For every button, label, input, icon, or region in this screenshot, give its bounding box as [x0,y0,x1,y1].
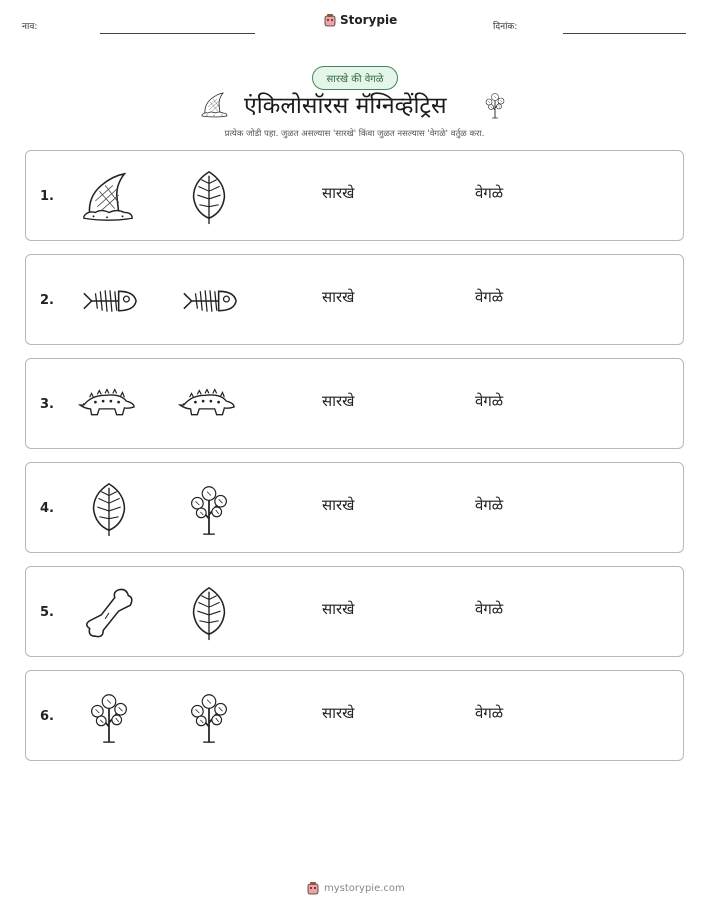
question-card [25,670,684,761]
question-number: 4. [40,501,54,516]
question-card [25,358,684,449]
tree-icon [180,688,238,746]
different-option[interactable]: वेगळे [475,600,504,618]
instructions: प्रत्येक जोडी पहा. जुळत असल्यास 'सारखे' किंवा जुळत नसल्यास 'वेगळे' वर्तुळ करा. [224,129,485,139]
different-option[interactable]: वेगळे [475,184,504,202]
leaf-icon [180,584,238,642]
question-number: 1. [40,189,54,204]
fish-skeleton-icon [180,272,238,330]
same-option[interactable]: सारखे [322,184,355,202]
question-number: 6. [40,709,54,724]
question-number: 2. [40,293,54,308]
leaf-icon [80,480,138,538]
same-option[interactable]: सारखे [322,392,355,410]
ankylosaurus-icon [178,376,236,434]
leaf-icon [180,168,238,226]
name-line[interactable] [100,33,255,34]
brand-logo [324,13,397,27]
same-option[interactable]: सारखे [322,704,355,722]
question-card [25,254,684,345]
storypie-logo-icon [324,13,336,27]
fish-skeleton-icon [80,272,138,330]
different-option[interactable]: वेगळे [475,496,504,514]
different-option[interactable]: वेगळे [475,288,504,306]
footer [307,881,405,895]
question-card [25,150,684,241]
brand-name: Storypie [340,13,398,27]
same-option[interactable]: सारखे [322,600,355,618]
date-line[interactable] [563,33,686,34]
date-label: दिनांक: [493,22,518,32]
storypie-logo-icon [307,881,319,895]
name-label: नाव: [22,22,38,32]
tooth-icon [200,90,230,120]
question-card [25,566,684,657]
question-number: 5. [40,605,54,620]
different-option[interactable]: वेगळे [475,392,504,410]
tree-icon [80,688,138,746]
same-option[interactable]: सारखे [322,288,355,306]
tree-icon [180,480,238,538]
tree-icon [480,90,510,120]
ankylosaurus-icon [78,376,136,434]
footer-site[interactable]: mystorypie.com [324,882,405,894]
different-option[interactable]: वेगळे [475,704,504,722]
page-title: एंकिलोसॉरस मॅग्निव्हेंट्रिस [244,93,447,119]
question-card [25,462,684,553]
same-option[interactable]: सारखे [322,496,355,514]
bone-icon [80,584,138,642]
question-number: 3. [40,397,54,412]
tooth-icon [80,168,138,226]
worksheet-badge: सारखे की वेगळे [312,66,398,90]
